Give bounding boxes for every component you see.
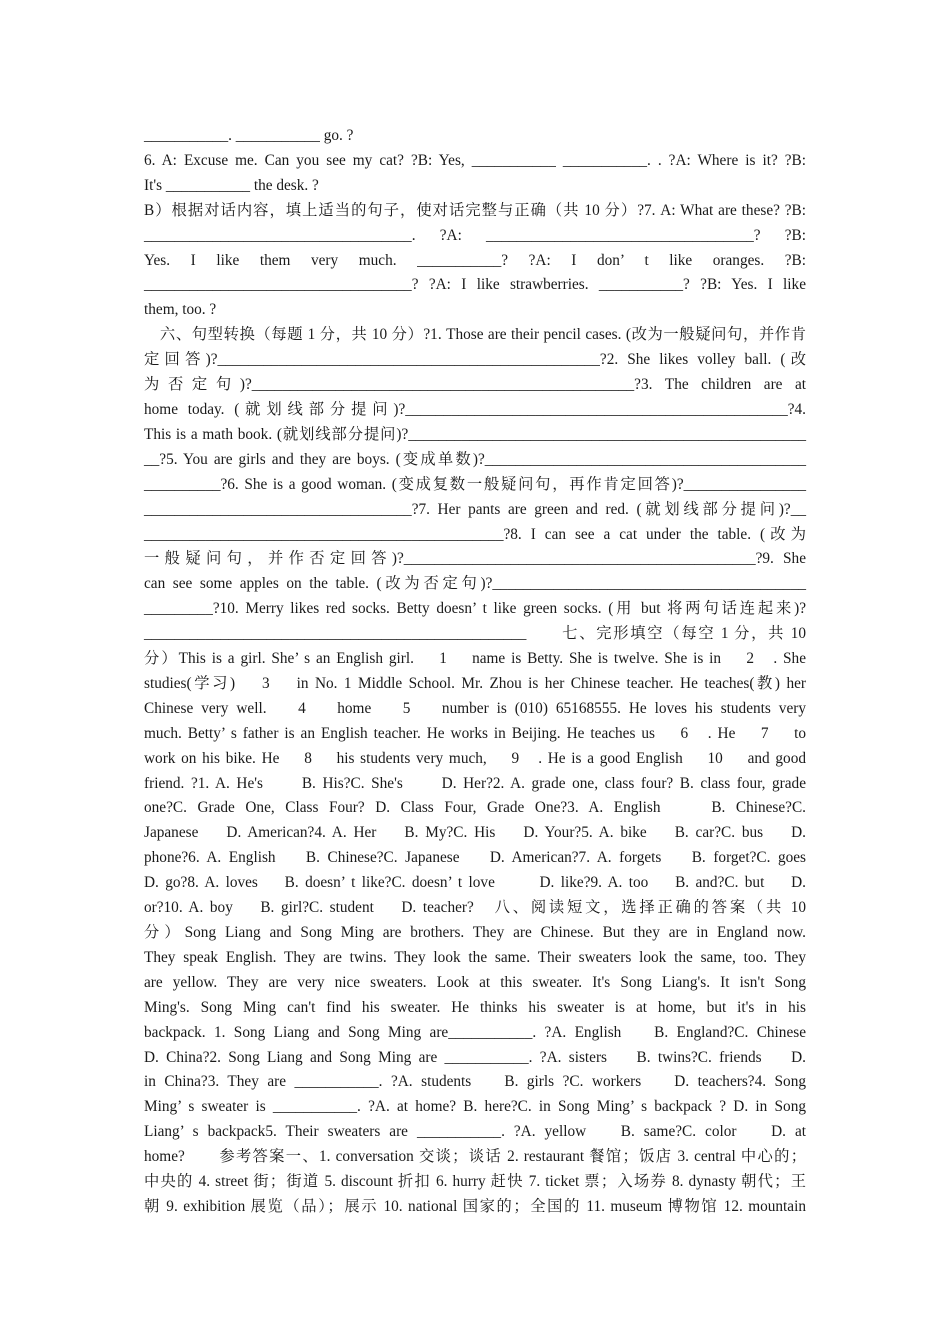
text-line: studies(学习) 3 in No. 1 Middle School. Mr. Zhou is her Chinese teacher. He teaches(教) her bbox=[144, 674, 806, 692]
text-line: work on his bike. He 8 his students very much, 9 . He is a good English 10 and good bbox=[144, 749, 806, 767]
text-line: friend. ?1. A. He's B. His?C. She's D. Her?2. A. grade one, class four? B. class four, grade bbox=[144, 774, 806, 792]
text-line: much. Betty’ s father is an English teacher. He works in Beijing. He teaches us 6 . He 7 to bbox=[144, 724, 806, 742]
text-line: 分）This is a girl. She’ s an English girl. 1 name is Betty. She is twelve. She is in 2 . She bbox=[144, 650, 806, 668]
text-line: __________?6. She is a good woman. (变成复数一般疑问句，再作肯定回答)?________________ bbox=[144, 475, 806, 493]
text-line: This is a math book. (就划线部分提问)?____________________________________________________ bbox=[144, 425, 806, 443]
text-line: Chinese very well. 4 home 5 number is (010) 65168555. He loves his students very bbox=[144, 699, 806, 717]
text-line: or?10. A. boy B. girl?C. student D. teacher? 八、阅读短文，选择正确的答案（共 10 bbox=[144, 899, 806, 917]
text-line: 一般疑问句，并作否定回答)?______________________________________________?9. She bbox=[144, 550, 806, 568]
text-line: 分）Song Liang and Song Ming are brothers. They are Chinese. But they are in England now. bbox=[144, 924, 806, 941]
text-line: them, too. ? bbox=[144, 301, 217, 319]
text-line: 6. A: Excuse me. Can you see my cat? ?B: Yes, ___________ ___________. . ?A: Where is it? ?B: bbox=[144, 151, 806, 169]
text-line: 为否定句)?__________________________________________________?3. The children are at bbox=[144, 376, 806, 394]
text-line: 中央的 4. street 街；街道 5. discount 折扣 6. hurry 赶快 7. ticket 票；入场券 8. dynasty 朝代；王 bbox=[144, 1173, 806, 1191]
text-line: _______________________________________________?8. I can see a cat under the table. (改为 bbox=[144, 525, 806, 543]
text-line: 朝 9. exhibition 展览（品）；展示 10. national 国家的；全国的 11. museum 博物馆 12. mountain bbox=[144, 1197, 806, 1215]
text-line: _________?10. Merry likes red socks. Betty doesn’ t like green socks. (用 but 将两句话连起来)? bbox=[144, 600, 806, 618]
text-line: ___________________________________? ?A: I like strawberries. ___________? ?B: Yes. I like bbox=[144, 276, 806, 294]
text-line: __________________________________________________ 七、完形填空（每空 1 分，共 10 bbox=[144, 625, 806, 643]
document-body bbox=[144, 124, 806, 1220]
text-line: are yellow. They are very nice sweaters. Look at this sweater. It's Song Liang's. It isn't Song bbox=[144, 973, 806, 991]
text-line: They speak English. They are twins. They look the same. Their sweaters look the same, too. They bbox=[144, 948, 806, 966]
text-line: can see some apples on the table. (改为否定句)?_________________________________________ bbox=[144, 575, 806, 593]
text-line: one?C. Grade One, Class Four? D. Class Four, Grade One?3. A. English B. Chinese?C. bbox=[144, 799, 806, 817]
text-line: D. go?8. A. loves B. doesn’ t like?C. doesn’ t love D. like?9. A. too B. and?C. but D. bbox=[144, 874, 806, 892]
text-line: Ming's. Song Ming can't find his sweater. He thinks his sweater is at home, but it's in his bbox=[144, 998, 806, 1016]
text-line: home today. (就划线部分提问)?__________________________________________________?4. bbox=[144, 400, 806, 418]
text-line: Ming’ s sweater is ___________. ?A. at home? B. here?C. in Song Ming’ s backpack ? D. in Song bbox=[144, 1098, 806, 1116]
text-line: in China?3. They are ___________. ?A. students B. girls ?C. workers D. teachers?4. Song bbox=[144, 1073, 806, 1091]
text-line: Yes. I like them very much. ___________? ?A: I don’ t like oranges. ?B: bbox=[144, 251, 806, 269]
text-line: 定回答)?__________________________________________________?2. She likes volley ball. (改 bbox=[144, 351, 806, 369]
text-line: phone?6. A. English B. Chinese?C. Japanese D. American?7. A. forgets B. forget?C. goes bbox=[144, 849, 806, 867]
text-line: B）根据对话内容，填上适当的句子，使对话完整与正确（共 10 分）?7. A: What are these? ?B: bbox=[144, 201, 806, 219]
text-line: ___________. ___________ go. ? bbox=[144, 127, 354, 144]
text-line: backpack. 1. Song Liang and Song Ming are___________. ?A. English B. England?C. Chinese bbox=[144, 1023, 806, 1041]
text-line: ___________________________________?7. Her pants are green and red. (就划线部分提问)?__ bbox=[144, 500, 806, 518]
text-line: D. China?2. Song Liang and Song Ming are ___________. ?A. sisters B. twins?C. friends D. bbox=[144, 1048, 806, 1066]
text-line: Liang’ s backpack5. Their sweaters are ___________. ?A. yellow B. same?C. color D. at bbox=[144, 1123, 806, 1141]
text-line: 六、句型转换（每题 1 分，共 10 分）?1. Those are their pencil cases. (改为一般疑问句，并作肯 bbox=[144, 326, 806, 344]
text-line: It's ___________ the desk. ? bbox=[144, 176, 319, 194]
text-line: __?5. You are girls and they are boys. (变成单数)?__________________________________________ bbox=[144, 450, 806, 468]
text-line: Japanese D. American?4. A. Her B. My?C. His D. Your?5. A. bike B. car?C. bus D. bbox=[144, 824, 806, 842]
text-line: home? 参考答案一、1. conversation 交谈；谈话 2. restaurant 餐馆；饭店 3. central 中心的； bbox=[144, 1148, 806, 1166]
text-line: ___________________________________. ?A: ___________________________________? ?B: bbox=[144, 226, 806, 244]
